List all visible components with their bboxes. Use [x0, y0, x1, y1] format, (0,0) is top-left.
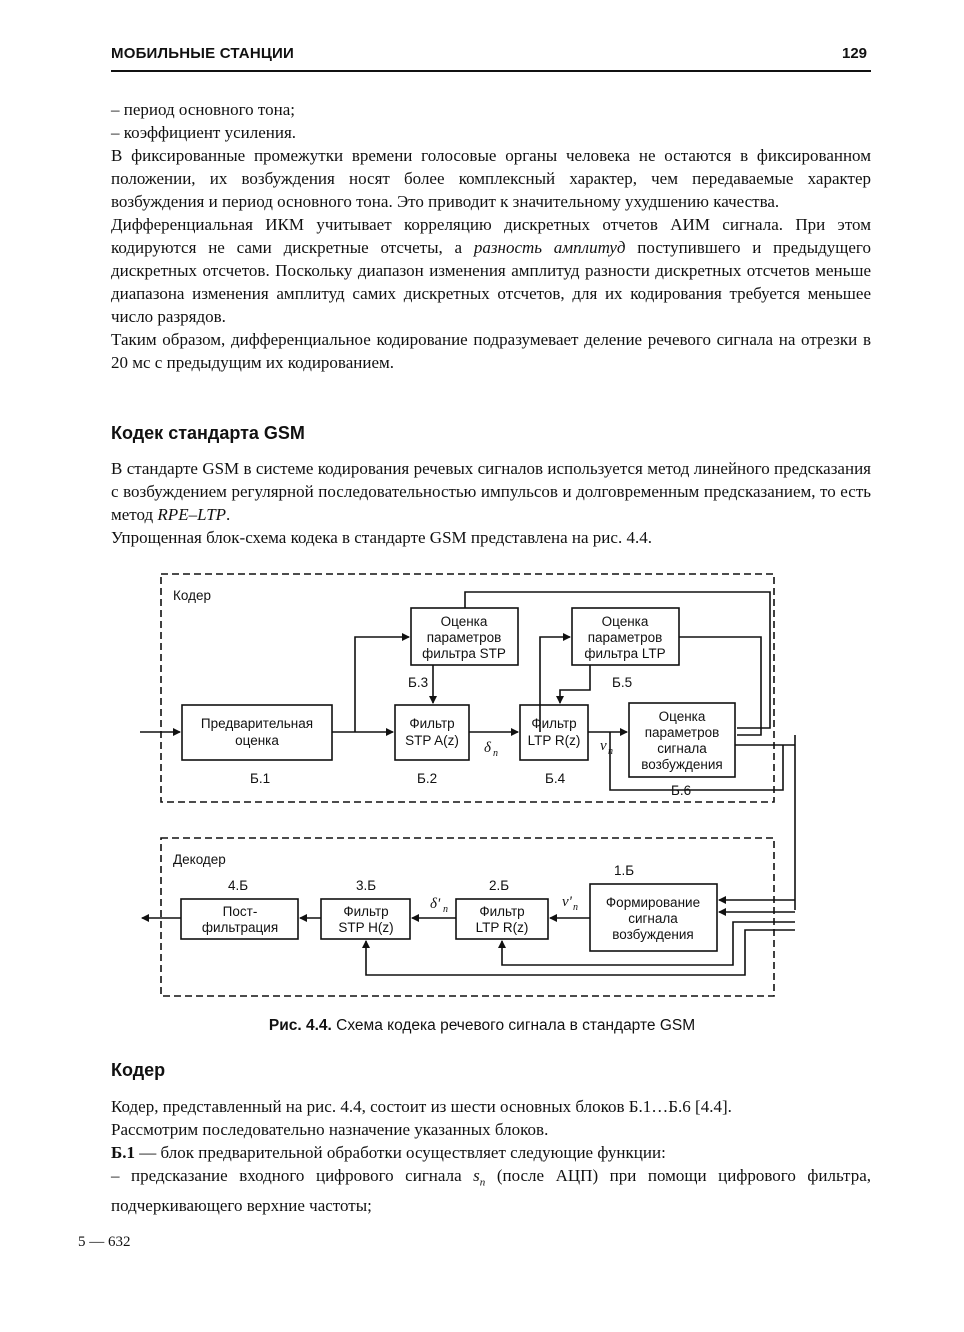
- block-d1-tag: 1.Б: [614, 863, 635, 878]
- signal-v-prime: v': [562, 894, 572, 910]
- signal-delta-sub: n: [493, 748, 498, 759]
- figure-caption: [0, 1017, 964, 1035]
- block-b6-line: возбуждения: [641, 757, 723, 772]
- block-d3-line: Фильтр: [343, 904, 389, 919]
- block-b4-line: LTP R(z): [527, 733, 581, 748]
- block-b6-line: параметров: [644, 725, 720, 740]
- block-b3-line: фильтра STP: [422, 646, 506, 661]
- block-d4-tag: 4.Б: [228, 878, 249, 893]
- block-b5-tag: Б.5: [612, 675, 633, 690]
- block-d4-line: фильтрация: [201, 920, 279, 935]
- list-item: – предсказание входного цифрового сигнала $s_n$ (после АЦП) при помощи цифрового фильтра, подчеркивающего верхние частоты;: [111, 1166, 871, 1216]
- signal-v-sub: n: [608, 746, 613, 757]
- figure-caption-label: Рис. 4.4.: [268, 1017, 332, 1034]
- paragraph: Дифференциальная ИКМ учитывает корреляцию дискретных отчетов АИМ сигнала. При этом кодируются не сами дискретные отсчеты, а разность амплитуд поступившего и предыдущего дискретных отсчетов. Поскольку диапазон изменения амплитуд разности дискретных отсчетов меньше диапазона изменения амплитуд самих дискретных отсчетов, для их кодирования требуется меньшее число разрядов.: [111, 215, 871, 326]
- block-d3-line: STP H(z): [338, 920, 394, 935]
- block-b1-line: оценка: [235, 733, 279, 748]
- encoder-label: Кодер: [173, 588, 211, 603]
- paragraph: Упрощенная блок-схема кодека в стандарте GSM представлена на рис. 4.4.: [111, 528, 652, 547]
- block-d2-tag: 2.Б: [489, 878, 510, 893]
- section-heading-gsm: Кодек стандарта GSM: [111, 423, 305, 443]
- block-b6-line: сигнала: [657, 741, 707, 756]
- figure-caption-text: Схема кодека речевого сигнала в стандарте GSM: [331, 1017, 696, 1034]
- encoder-text-block: [111, 1095, 871, 1217]
- block-b6-line: Оценка: [658, 709, 706, 724]
- block-d2-line: Фильтр: [479, 904, 525, 919]
- list-item: – коэффициент усиления.: [111, 123, 297, 142]
- trunk-to-d3: [366, 930, 795, 975]
- block-d1-line: Формирование: [605, 895, 701, 910]
- block-b4-tag: Б.4: [545, 771, 566, 786]
- paragraph: Таким образом, дифференциальное кодирование подразумевает деление речевого сигнала на отрезки в 20 мс с предыдущим их кодированием.: [111, 330, 871, 372]
- block-d1-line: сигнала: [628, 911, 678, 926]
- block-b6-tag: Б.6: [671, 783, 692, 798]
- method-name: RPE–LTP: [157, 505, 227, 524]
- block-b2-tag: Б.2: [417, 771, 438, 786]
- block-b2-line: STP A(z): [405, 733, 459, 748]
- block-b2-line: Фильтр: [409, 716, 455, 731]
- block-b5-line: параметров: [587, 630, 663, 645]
- block-b4-line: Фильтр: [531, 716, 577, 731]
- signature-mark: 5 — 632: [78, 1234, 131, 1250]
- paragraph: Рассмотрим последовательно назначение указанных блоков.: [111, 1120, 549, 1139]
- block-d3-tag: 3.Б: [356, 878, 377, 893]
- block-b3-tag: Б.3: [408, 675, 429, 690]
- term-b1: Б.1: [111, 1143, 135, 1162]
- signal-delta-prime: δ': [430, 896, 441, 912]
- signal-v-prime-sub: n: [573, 902, 578, 913]
- paragraph: В фиксированные промежутки времени голосовые органы человека не остаются в фиксированном положении, их возбуждения носят более комплексный характер, чем передаваемые характер возбуждения и период основного тона. Это приводит к значительному ухудшению качества.: [111, 146, 871, 211]
- block-b5-line: фильтра LTP: [584, 646, 666, 661]
- paragraph: Кодер, представленный на рис. 4.4, состоит из шести основных блоков Б.1…Б.6 [4.4].: [111, 1097, 732, 1116]
- block-b1-line: Предварительная: [200, 716, 314, 731]
- paragraph: Б.1 — блок предварительной обработки осуществляет следующие функции:: [111, 1143, 666, 1162]
- page-number: 129: [842, 45, 868, 62]
- section-heading-encoder: Кодер: [111, 1060, 166, 1080]
- block-b3-line: Оценка: [440, 614, 488, 629]
- block-d2-line: LTP R(z): [475, 920, 529, 935]
- block-b1-tag: Б.1: [250, 771, 271, 786]
- signal-delta: δ: [484, 740, 491, 756]
- block-d4-line: Пост-: [222, 904, 258, 919]
- signal-delta-prime-sub: n: [443, 904, 448, 915]
- emphasis: разность амплитуд: [473, 238, 626, 257]
- signal-v: v: [600, 738, 607, 754]
- decoder-label: Декодер: [173, 852, 226, 867]
- list-item: – период основного тона;: [111, 100, 295, 119]
- block-b5-line: Оценка: [601, 614, 649, 629]
- running-header-section: МОБИЛЬНЫЕ СТАНЦИИ: [111, 45, 294, 62]
- paragraph: В стандарте GSM в системе кодирования речевых сигналов используется метод линейного предсказания с возбуждением регулярной последовательностью импульсов и долговременным предсказанием, то есть метод RPE–LTP.: [111, 459, 871, 524]
- b5-b4-line: [560, 665, 590, 703]
- block-d1-line: возбуждения: [612, 927, 694, 942]
- b1-b3-line: [355, 637, 409, 732]
- block-b3-line: параметров: [426, 630, 502, 645]
